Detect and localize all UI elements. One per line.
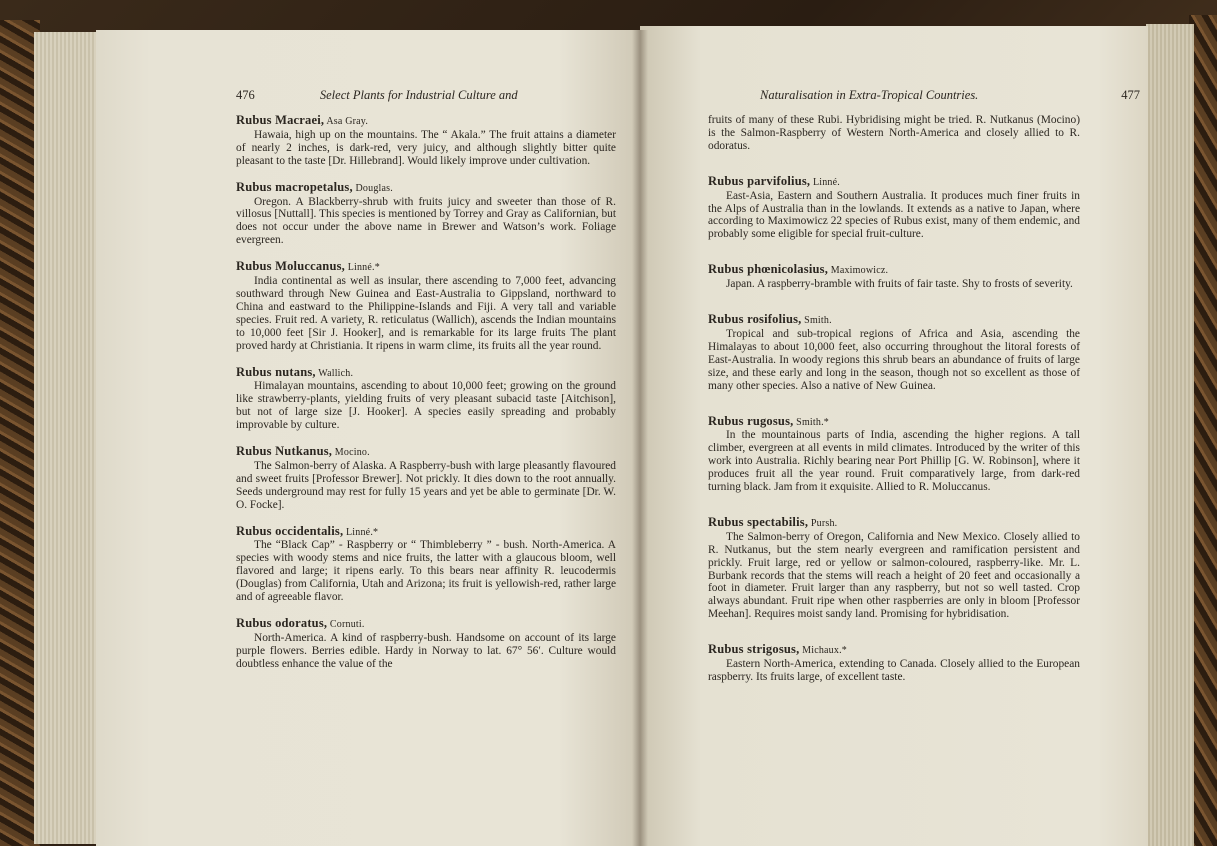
species-heading <box>236 525 616 540</box>
species-name: Rubus occidentalis, <box>236 523 344 538</box>
species-heading <box>708 516 1080 531</box>
species-description: Oregon. A Blackberry-shrub with fruits juicy and sweeter than those of R. villosus [Nuttall]. This species is mentioned by Torrey and Gray as Californian, but does not occur under the above name in Brewer and Watson’s work. Foliage evergreen. <box>236 195 616 247</box>
species-name: Rubus parvifolius, <box>708 173 811 188</box>
species-entry <box>708 415 1080 494</box>
species-authority: Linné. <box>810 176 840 188</box>
left-running-title: Select Plants for Industrial Culture and <box>319 88 518 102</box>
species-entry <box>708 263 1080 291</box>
species-heading <box>708 313 1080 328</box>
species-name: Rubus Moluccanus, <box>236 259 345 274</box>
species-description: India continental as well as insular, there ascending to 7,000 feet, advancing southward through New Guinea and East-Australia to Gippsland, northward to China and eastward to the Philippine-Islands and Fiji. A very tall and variable species. Fruit red. A variety, R. reticulatus (Wallich), ascends the Indian mountains to 10,000 feet [Sir J. Hooker], and is remarkable for its large fruits The plant proved hardy at Christiania. It ripens in warm clime, its fruits all the year round. <box>236 275 616 352</box>
species-authority: Linné.* <box>343 526 379 538</box>
species-authority: Smith. <box>801 315 832 327</box>
species-name: Rubus nutans, <box>236 364 316 379</box>
left-page <box>96 30 640 846</box>
species-name: Rubus rugosus, <box>708 413 794 428</box>
page-edges-right <box>1146 24 1194 846</box>
book-gutter <box>632 30 648 846</box>
right-entries <box>708 175 1080 684</box>
species-authority: Linné.* <box>345 262 380 274</box>
species-authority: Douglas. <box>352 182 393 194</box>
species-description: In the mountainous parts of India, ascending the higher regions. A tall climber, evergreen at all events in mild climates. Introduced by the writer of this work into Australia. Richly bearing near Port Phillip [G. W. Robinson], where it produces fruit all the year round. Fruit comparatively large, from dark-red turning black. Jam from it exquisite. Allied to R. Moluccanus. <box>708 429 1080 494</box>
species-description: Tropical and sub-tropical regions of Africa and Asia, ascending the Himalayas to about 10,000 feet, also occurring throughout the litoral forests of East-Australia. In woody regions this shrub bears an abundance of fruits of large size, and these early and long in the season, though not so excellent as those of many other species. Also a native of New Guinea. <box>708 327 1080 392</box>
species-name: Rubus spectabilis, <box>708 514 809 529</box>
continuation-text: fruits of many of these Rubi. Hybridising might be tried. R. Nutkanus (Mocino) is the Salmon-Raspberry of Western North-America and closely allied to R. odoratus. <box>708 114 1080 152</box>
species-description: The Salmon-berry of Alaska. A Raspberry-bush with large pleasantly flavoured and sweet fruits [Professor Brewer]. Not prickly. It dies down to the root annually. Seeds underground may rest for fully 15 years and yet be able to germinate [Dr. W. O. Focke]. <box>236 459 616 511</box>
species-heading <box>708 415 1080 430</box>
species-description: The Salmon-berry of Oregon, California and New Mexico. Closely allied to R. Nutkanus, but the stem nearly evergreen and ramification persistent and prickly. Fruit large, red or yellow or salmon-coloured, raspberry-like. Mr. L. Burbank records that the stems will reach a height of 20 feet and occasionally a foot in diameter. Fruit larger than any raspberry, but not so well tasted. Crop always abundant. Fruit ripe when other raspberries are only in bloom [Professor Meehan]. Requires moist sandy land. Promising for hybridisation. <box>708 530 1080 621</box>
species-authority: Pursh. <box>808 517 838 529</box>
species-authority: Wallich. <box>315 367 354 379</box>
species-entry <box>236 525 616 604</box>
species-heading <box>708 643 1080 658</box>
species-description: East-Asia, Eastern and Southern Australia. It produces much finer fruits in the Alps of Australia than in the lowlands. It extends as a native to Japan, where according to Maximowicz 22 species of Rubus exist, many of them endemic, and probably some eligible for special fruit-culture. <box>708 189 1080 241</box>
right-text-column <box>708 114 1080 706</box>
species-authority: Cornuti. <box>327 619 365 630</box>
species-heading <box>236 366 616 381</box>
species-heading <box>708 263 1080 278</box>
species-authority: Asa Gray. <box>324 116 369 127</box>
open-book <box>34 14 1194 846</box>
species-authority: Michaux.* <box>799 645 847 657</box>
species-entry <box>236 445 616 512</box>
species-heading <box>236 181 616 196</box>
species-authority: Maximowicz. <box>828 265 889 277</box>
species-description: The “Black Cap” - Raspberry or “ Thimbleberry ” - bush. North-America. A species with woody stems and nice fruits, the latter with a glaucous bloom, well flavored and large; it ripens early. To this bears near affinity R. leucodermis (Douglas) from California, Utah and Arizona; its fruit is yellowish-red, rather large and of agreeable flavor. <box>236 539 616 604</box>
species-description: Eastern North-America, extending to Canada. Closely allied to the European raspberry. Its fruits large, of excellent taste. <box>708 658 1080 683</box>
species-authority: Smith.* <box>793 416 829 428</box>
right-page <box>640 26 1148 846</box>
species-heading <box>708 175 1080 190</box>
species-heading <box>236 617 616 632</box>
species-entry <box>236 260 616 352</box>
left-text-column <box>236 114 616 684</box>
left-page-number: 476 <box>236 88 255 102</box>
page-edges-left <box>34 32 104 844</box>
species-heading <box>236 260 616 275</box>
species-name: Rubus macropetalus, <box>236 179 353 194</box>
species-entry <box>708 175 1080 242</box>
species-authority: Mocino. <box>332 447 370 459</box>
species-description: Japan. A raspberry-bramble with fruits of fair taste. Shy to frosts of severity. <box>726 278 1073 291</box>
right-running-head <box>760 88 1140 103</box>
continuation-paragraph <box>708 114 1080 153</box>
species-description: Hawaia, high up on the mountains. The “ Akala.” The fruit attains a diameter of nearly 2 inches, is dark-red, very juicy, and although slightly bitter quite pleasant to the taste [Dr. Hillebrand]. Would likely improve under cultivation. <box>236 128 616 167</box>
species-entry <box>236 366 616 433</box>
species-description: North-America. A kind of raspberry-bush. Handsome on account of its large purple flowers. Berries edible. Hardy in Norway to lat. 67° 56′. Culture would doubtless enhance the value of the <box>236 631 616 670</box>
right-page-number: 477 <box>1121 88 1140 102</box>
species-name: Rubus rosifolius, <box>708 312 802 327</box>
species-heading <box>236 445 616 460</box>
species-name: Rubus phœnicolasius, <box>708 262 829 277</box>
species-name: Rubus Macraei, <box>236 113 325 127</box>
right-running-title: Naturalisation in Extra-Tropical Countries. <box>760 88 979 102</box>
species-entry <box>708 643 1080 684</box>
species-name: Rubus Nutkanus, <box>236 444 333 459</box>
left-running-head <box>236 88 626 103</box>
species-entry <box>708 313 1080 392</box>
species-entry <box>236 617 616 671</box>
species-entry <box>236 114 616 168</box>
species-description: Himalayan mountains, ascending to about 10,000 feet; growing on the ground like strawberry-plants, yielding fruits of very pleasant subacid taste [Aitchison], but not of large size [J. Hooker]. A species easily spreading and probably improvable by culture. <box>236 380 616 432</box>
species-name: Rubus odoratus, <box>236 616 328 630</box>
species-heading <box>236 114 616 129</box>
species-entry <box>236 181 616 248</box>
species-name: Rubus strigosus, <box>708 642 800 657</box>
species-entry <box>708 516 1080 621</box>
